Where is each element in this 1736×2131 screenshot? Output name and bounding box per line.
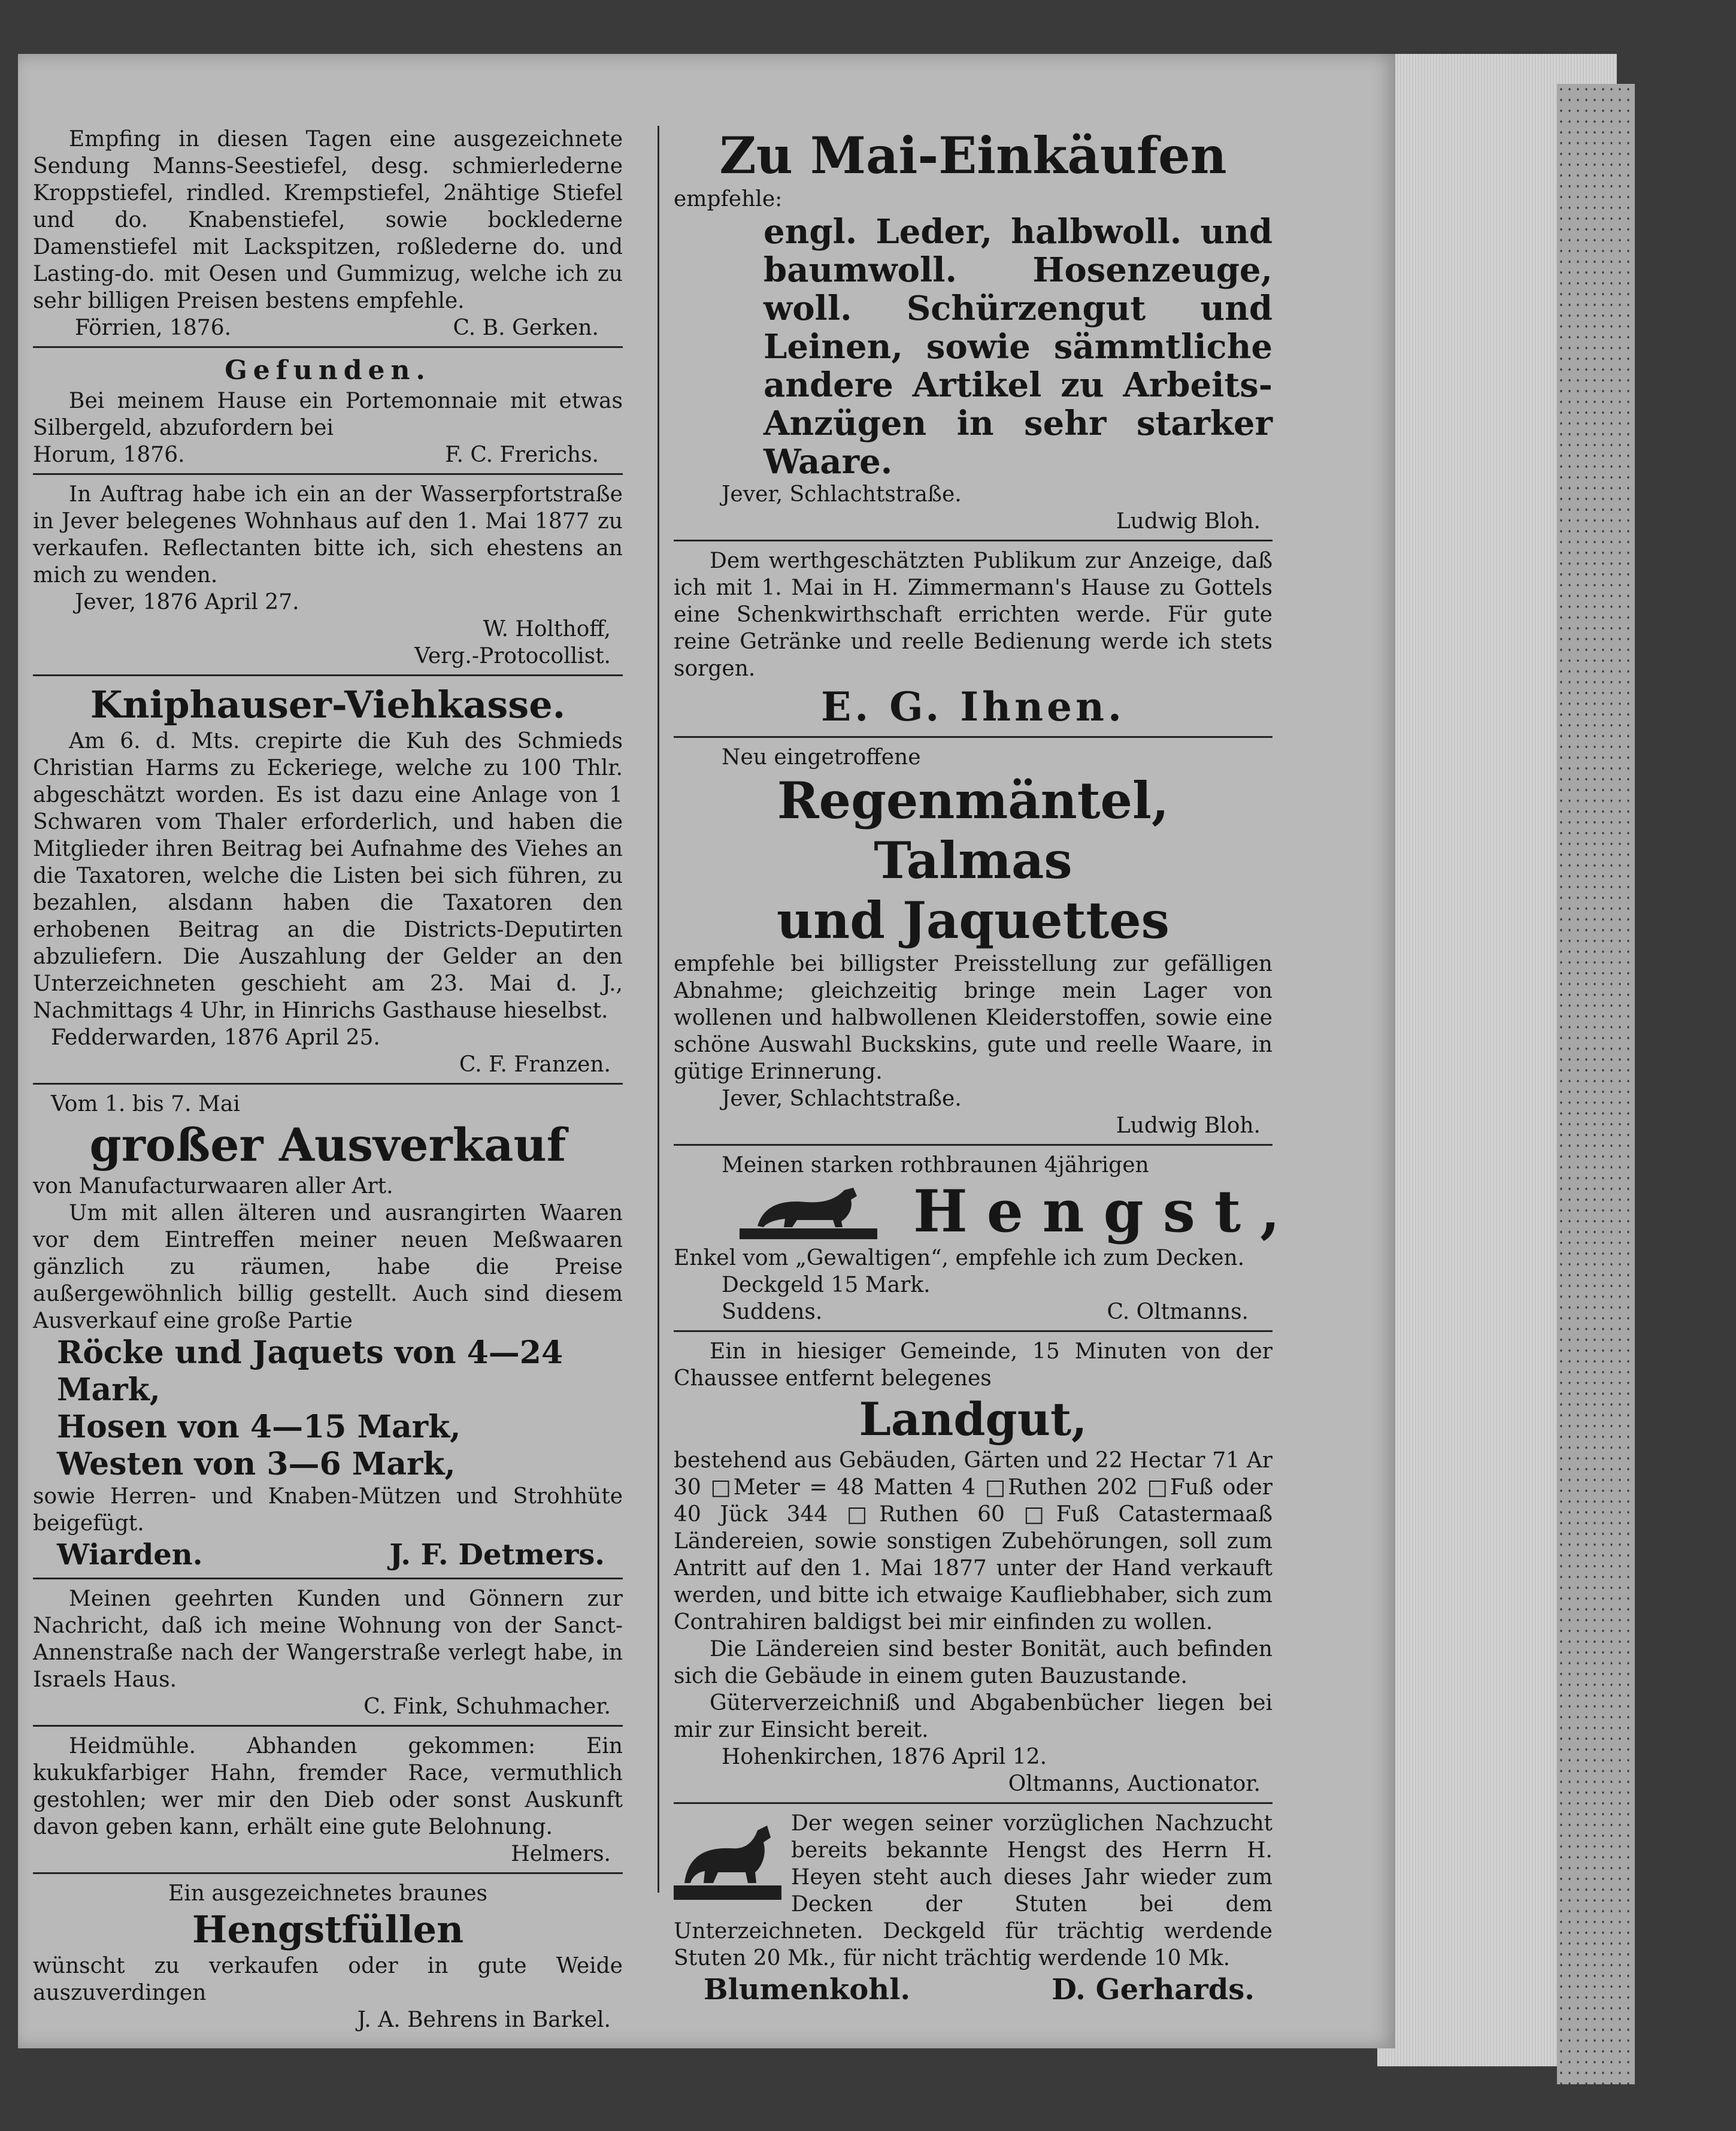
- ad-lead: empfehle:: [674, 187, 783, 211]
- horse-woodcut-icon: [740, 1182, 877, 1242]
- ad-separator: [33, 346, 623, 348]
- ad-place: Förrien, 1876.: [75, 316, 232, 340]
- ad-signature: Helmers.: [511, 1842, 611, 1866]
- ad-separator: [33, 473, 623, 475]
- ad-body: Am 6. d. Mts. crepirte die Kuh des Schmieds Christian Harms zu Eckeriege, welche zu 100 Thlr. abgeschätzt worden. Es ist dazu eine Anlage von 1 Schwaren vom Thaler erforderlich, und haben die Mitglieder ihren Beitrag bei Aufnahme des Viehes an die Taxatoren, welche die Listen bei sich führen, zu bezahlen, alsdann haben die Taxatoren den erhobenen Beitrag an die Districts-Deputirten abzuliefern. Die Auszahlung der Gelder an den Unterzeichneten geschieht am 23. Mai d. J., Nachmittags 4 Uhr, in Hinrichs Gasthause hieselbst.: [33, 729, 623, 1023]
- ad-body: In Auftrag habe ich ein an der Wasserpfortstraße in Jever belegenes Wohnhaus auf den 1. Mai 1877 zu verkaufen. Reflectanten bitte ich, sich ehestens an mich zu wenden.: [33, 482, 623, 588]
- ad-place: Jever, Schlachtstraße.: [722, 482, 962, 507]
- ad-intro: Ein ausgezeichnetes braunes: [168, 1881, 488, 1906]
- ad-body: Dem werthgeschätzten Publikum zur Anzeige, daß ich mit 1. Mai in H. Zimmermann's Hause zu Gottels eine Schenkwirthschaft errichten werde. Für gute reine Getränke und reelle Bedienung werde ich stets sorgen.: [674, 549, 1273, 681]
- ad-signature: Oltmanns, Auctionator.: [1008, 1772, 1261, 1796]
- ad-fink: [33, 1585, 623, 1720]
- ad-separator: [33, 674, 623, 676]
- book-cover: [1557, 84, 1635, 2084]
- ad-signature: W. Holthoff,: [483, 617, 611, 641]
- ad-regenmaentel: [674, 744, 1273, 1139]
- ad-body: bestehend aus Gebäuden, Gärten und 22 Hectar 71 Ar 30 □Meter = 48 Matten 4 □Ruthen 202 □Fuß oder 40 Jück 344 □Ruthen 60 □Fuß Catastermaaß Ländereien, sowie sonstigen Zubehörungen, soll zum Antritt auf den 1. Mai 1877 unter der Hand verkauft werden, und bitte ich etwaige Kaufliebhaber, sich zum Contrahiren baldigst bei mir einfinden zu wollen.: [674, 1448, 1273, 1634]
- ad-place: Suddens.: [722, 1300, 823, 1324]
- ad-ihnen: [674, 547, 1273, 731]
- ad-intro: Meinen starken rothbraunen 4jährigen: [722, 1153, 1149, 1178]
- ad-body-3: Güterverzeichniß und Abgabenbücher liegen bei mir zur Einsicht bereit.: [674, 1691, 1273, 1742]
- ad-heading: Zu Mai-Einkäufen: [719, 126, 1227, 185]
- ad-signature: C. F. Franzen.: [459, 1052, 611, 1077]
- ad-signature: D. Gerhards.: [1052, 1973, 1255, 2006]
- ad-hengst: [674, 1152, 1299, 1325]
- ad-heading: großer Ausverkauf: [89, 1118, 566, 1172]
- ad-signature: Ludwig Bloh.: [1116, 1113, 1261, 1138]
- ad-heading: Kniphauser-Viehkasse.: [90, 683, 566, 727]
- ad-offer-line: Hosen von 4—15 Mark,: [57, 1409, 461, 1445]
- ad-offer: engl. Leder, halbwoll. und baumwoll. Hosenzeuge, woll. Schürzengut und Leinen, sowie sämmtliche andere Artikel zu Arbeits-Anzügen in sehr starker Waare.: [764, 212, 1273, 482]
- ad-hengstfuellen: [33, 1880, 623, 2033]
- ad-heading: Regenmäntel, Talmas: [777, 771, 1170, 890]
- ad-mai-einkaeufen: [674, 126, 1273, 535]
- ad-signature: F. C. Frerichs.: [445, 443, 599, 467]
- ad-gerken: [33, 126, 623, 341]
- ad-separator: [674, 1144, 1273, 1146]
- ad-separator: [674, 540, 1273, 541]
- ad-holthoff: [33, 481, 623, 670]
- ad-subheading: von Manufacturwaaren aller Art.: [33, 1174, 393, 1198]
- ad-body: empfehle bei billigster Preisstellung zur gefälligen Abnahme; gleichzeitig bringe mein Lager von wollenen und halbwollenen Kleiderstoffen, sowie eine schöne Auswahl Buckskins, gute und reelle Waare, in gütige Erinnerung.: [674, 952, 1273, 1084]
- hengst-heading-row: [674, 1178, 1299, 1245]
- ad-separator: [674, 736, 1273, 738]
- ad-signature-title: Verg.-Protocollist.: [414, 644, 611, 668]
- ad-heading: Hengstfüllen: [192, 1908, 464, 1951]
- ad-signature: C. B. Gerken.: [453, 316, 599, 340]
- right-column: [674, 126, 1299, 2006]
- ad-body-2: Die Ländereien sind bester Bonität, auch befinden sich die Gebäude in einem guten Bauzustande.: [674, 1637, 1273, 1688]
- ad-heading-2: und Jaquettes: [777, 891, 1170, 950]
- ad-signature: C. Fink, Schuhmacher.: [363, 1694, 611, 1719]
- ad-date: Hohenkirchen, 1876 April 12.: [722, 1745, 1047, 1769]
- ad-body: Heidmühle. Abhanden gekommen: Ein kukukfarbiger Hahn, fremder Race, vermuthlich gestohlen; wer mir den Dieb oder sonst Auskunft davon geben kann, erhält eine gute Belohnung.: [33, 1734, 623, 1839]
- ad-date: Fedderwarden, 1876 April 25.: [51, 1025, 380, 1050]
- ad-place: Jever, Schlachtstraße.: [722, 1086, 962, 1111]
- ad-heidmuehle: [33, 1733, 623, 1867]
- ad-place: Horum, 1876.: [33, 443, 185, 467]
- ad-signature: E. G. Ihnen.: [820, 683, 1126, 730]
- ad-body: Bei meinem Hause ein Portemonnaie mit etwas Silbergeld, abzufordern bei: [33, 389, 623, 440]
- ad-place: Wiarden.: [57, 1538, 203, 1572]
- ad-landgut: [674, 1338, 1273, 1797]
- ad-signature: J. F. Detmers.: [389, 1538, 605, 1572]
- ad-signature: J. A. Behrens in Barkel.: [357, 2008, 611, 2032]
- ad-separator: [33, 1083, 623, 1085]
- ad-body: Um mit allen älteren und ausrangirten Waaren vor dem Eintreffen meiner neuen Meßwaaren gänzlich zu räumen, habe die Preise außergewöhnlich billig gestellt. Auch sind diesem Ausverkauf eine große Partie: [33, 1201, 623, 1333]
- ad-body: Enkel vom „Gewaltigen“, empfehle ich zum Decken.: [674, 1246, 1245, 1270]
- signature-row: [674, 1298, 1273, 1325]
- ad-viehkasse: [33, 682, 623, 1078]
- ad-signature: Ludwig Bloh.: [1116, 509, 1261, 534]
- left-column: [33, 126, 623, 2032]
- ad-heading: Gefunden.: [225, 355, 431, 386]
- ad-date: Jever, 1876 April 27.: [75, 590, 299, 615]
- ad-separator: [33, 1872, 623, 1874]
- ad-separator: [674, 1802, 1273, 1804]
- ad-offer-line: Röcke und Jaquets von 4—24 Mark,: [57, 1334, 563, 1408]
- ad-body: Empfing in diesen Tagen eine ausgezeichnete Sendung Manns-Seestiefel, desg. schmierlederne Kroppstiefel, rindled. Krempstiefel, 2nähtige Stiefel und do. Knabenstiefel, sowie bocklederne Damenstiefel mit Lackspitzen, roßlederne do. und Lasting-do. mit Oesen und Gummizug, welche ich zu sehr billigen Preisen bestens empfehle.: [33, 127, 623, 313]
- ad-gerhards: [674, 1810, 1273, 2008]
- ad-body: Meinen geehrten Kunden und Gönnern zur Nachricht, daß ich meine Wohnung von der Sanct-Annenstraße nach der Wangerstraße verlegt habe, in Israels Haus.: [33, 1587, 623, 1692]
- horse-woodcut-icon: [674, 1814, 781, 1903]
- ad-heading: Hengst,: [913, 1178, 1299, 1245]
- ad-signature: C. Oltmanns.: [1107, 1300, 1249, 1324]
- signature-row: [33, 441, 623, 468]
- ad-intro: Ein in hiesiger Gemeinde, 15 Minuten von der Chaussee entfernt belegenes: [674, 1339, 1273, 1391]
- ad-body: wünscht zu verkaufen oder in gute Weide auszuverdingen: [33, 1954, 623, 2005]
- ad-offer-line: Westen von 3—6 Mark,: [57, 1446, 456, 1482]
- signature-row: [33, 314, 623, 341]
- ad-separator: [33, 1578, 623, 1579]
- ad-place: Blumenkohl.: [704, 1973, 911, 2006]
- signature-row: [704, 1972, 1273, 2008]
- ad-body: Der wegen seiner vorzüglichen Nachzucht bereits bekannte Hengst des Herrn H. Heyen steht auch dieses Jahr wieder zum Decken der Stuten bei dem Unterzeichneten. Deckgeld für trächtig werdende Stuten 20 Mk., für nicht trächtig werdende 10 Mk.: [674, 1811, 1273, 1970]
- column-divider: [658, 126, 659, 1893]
- ad-intro: Vom 1. bis 7. Mai: [51, 1092, 240, 1116]
- ad-intro: Neu eingetroffene: [722, 745, 921, 770]
- ad-heading: Landgut,: [859, 1393, 1087, 1446]
- ad-body-tail: sowie Herren- und Knaben-Mützen und Strohhüte beigefügt.: [33, 1484, 623, 1536]
- signature-row: [57, 1537, 623, 1573]
- ad-separator: [674, 1330, 1273, 1332]
- ad-separator: [33, 1725, 623, 1727]
- ad-ausverkauf: [33, 1091, 623, 1573]
- ad-fee: Deckgeld 15 Mark.: [722, 1273, 931, 1297]
- ad-gefunden: [33, 354, 623, 468]
